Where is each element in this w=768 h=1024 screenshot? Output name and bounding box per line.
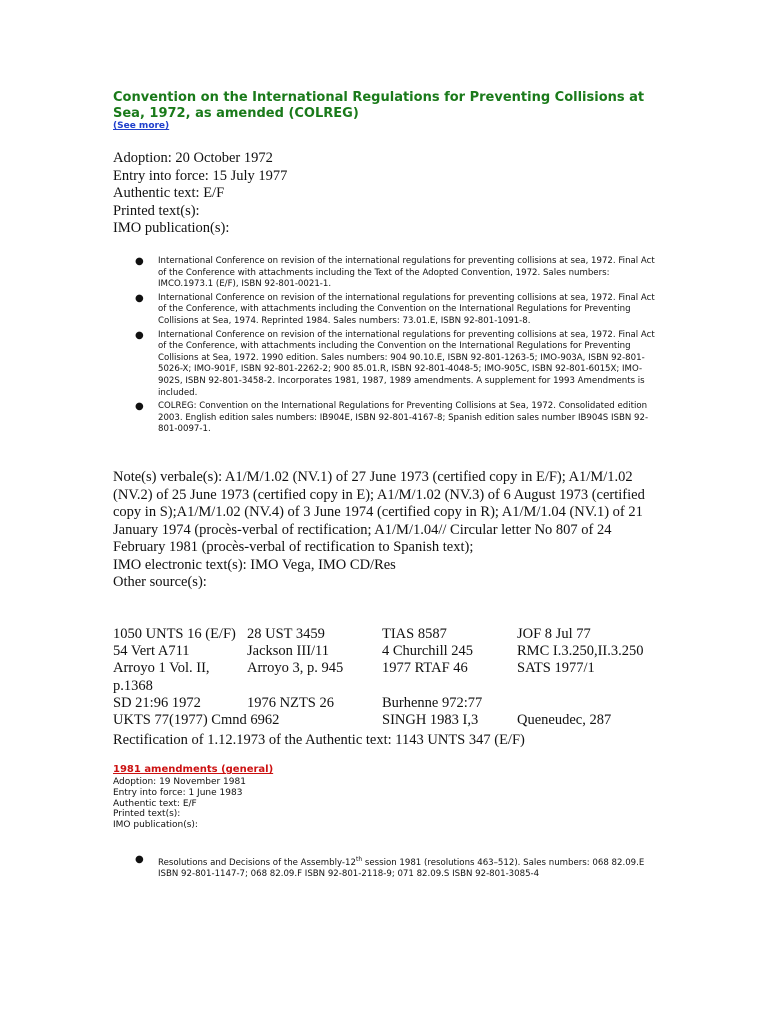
list-item: ● International Conference on revision of the international regulations for preventing collisions at sea, 1972. Final Act of the Conference, with attachments including the Convention on the International Regulations for Preventing Collisions at Sea, 1974. Reprinted 1984. Sales numbers: 73.01.E, ISBN 92-801-1091-8. (135, 292, 655, 326)
see-more-link[interactable]: (See more) (113, 121, 170, 131)
amend-printed-texts: Printed text(s): (113, 809, 181, 820)
electronic-texts: IMO electronic text(s): IMO Vega, IMO CD/Res (113, 556, 396, 573)
rectification-text: Rectification of 1.12.1973 of the Authentic text: 1143 UNTS 347 (E/F) (113, 732, 525, 748)
info-printed-texts: Printed text(s): (113, 202, 200, 219)
amend-entry-into-force: Entry into force: 1 June 1983 (113, 787, 243, 798)
info-adoption: Adoption: 20 October 1972 (113, 150, 273, 166)
amendment-publication-list (113, 854, 661, 883)
amendments-info (113, 777, 246, 831)
table-row: 1050 UNTS 16 (E/F) 28 UST 3459 TIAS 8587 JOF 8 Jul 77 (113, 626, 591, 642)
amend-imo-publications: IMO publication(s): (113, 820, 198, 831)
list-item: ● International Conference on revision of the international regulations for preventing collisions at sea, 1972. Final Act of the Conference with attachments including the Text of the Adopted Convention, 1972. Sales numbers: IMCO.1973.1 (E/F), ISBN 92-801-0021-1. (135, 256, 655, 290)
table-row: SD 21:96 1972 1976 NZTS 26 Burhenne 972:77 (113, 694, 483, 711)
list-item: ● International Conference on revision of the international regulations for preventing collisions at sea, 1972. Final Act of the Conference, with attachments including the Convention on the International Regulations for Preventing Collisions at Sea, 1972. 1990 edition. Sales numbers: 904 90.10.E, ISBN 92-801-1263-5; IMO-903A, ISBN 92-801-5026-X; IMO-901F, ISBN 92-801-2262-2; 900 85.01.R, ISBN 92-801-4048-5; IMO-905C, ISBN 92-801-6015X; IMO-902S, ISBN 92-801-3458-2. Incorporates 1981, 1987, 1989 amendments. A supplement for 1993 Amendments is included. (135, 329, 655, 398)
bullet-icon: ● (135, 292, 144, 304)
sources-table (113, 626, 657, 729)
amend-adoption: Adoption: 19 November 1981 (113, 777, 246, 787)
bullet-icon: ● (135, 401, 144, 413)
bullet-icon: ● (135, 854, 144, 865)
info-imo-publications: IMO publication(s): (113, 220, 230, 236)
other-sources-label: Other source(s): (113, 574, 207, 590)
info-authentic-text: Authentic text: E/F (113, 185, 225, 201)
amend-authentic-text: Authentic text: E/F (113, 798, 197, 809)
amendments-1981-link[interactable]: 1981 amendments (general) (113, 764, 274, 775)
table-row: UKTS 77(1977) Cmnd 6962 SINGH 1983 I,3 Queneudec, 287 (113, 712, 612, 729)
info-entry-into-force: Entry into force: 15 July 1977 (113, 167, 288, 184)
publication-list (113, 256, 661, 438)
notes-verbales: Note(s) verbale(s): A1/M/1.02 (NV.1) of 27 June 1973 (certified copy in E/F); A1/M/1.02 (NV.2) of 25 June 1973 (certified copy in E); A1/M/1.02 (NV.3) of 6 August 1973 (certified copy in S);A1/M/1.02 (NV.4) of 3 June 1974 (certified copy in R); A1/M/1.04 (NV.1) of 21 January 1974 (procès-verbal of rectification; A1/M/1.04// Circular letter No 807 of 24 February 1981 (procès-verbal of rectification to Spanish text); (113, 469, 645, 555)
list-item: ● COLREG: Convention on the International Regulations for Preventing Collisions at Sea, 1972. Consolidated edition 2003. English edition sales numbers: IB904E, ISBN 92-801-4167-8; Spanish edition sales number IB904S ISBN 92-801-0097-1. (135, 401, 649, 435)
convention-info (113, 150, 287, 238)
bullet-icon: ● (135, 329, 144, 341)
table-row: 54 Vert A711 Jackson III/11 4 Churchill 245 RMC I.3.250,II.3.250 (113, 643, 644, 660)
table-row: Arroyo 1 Vol. II, p.1368 Arroyo 3, p. 945 1977 RTAF 46 SATS 1977/1 (113, 660, 595, 694)
list-item: ● Resolutions and Decisions of the Assembly-12th session 1981 (resolutions 463–512). Sales numbers: 068 82.09.E ISBN 92-801-1147-7; 068 82.09.F ISBN 92-801-2118-9; 071 82.09.S ISBN 92-801-3085-4 (135, 854, 645, 880)
notes-section (113, 469, 658, 592)
bullet-icon: ● (135, 256, 144, 267)
convention-title: Convention on the International Regulations for Preventing Collisions at Sea, 1972, as amended (COLREG) (113, 90, 645, 121)
